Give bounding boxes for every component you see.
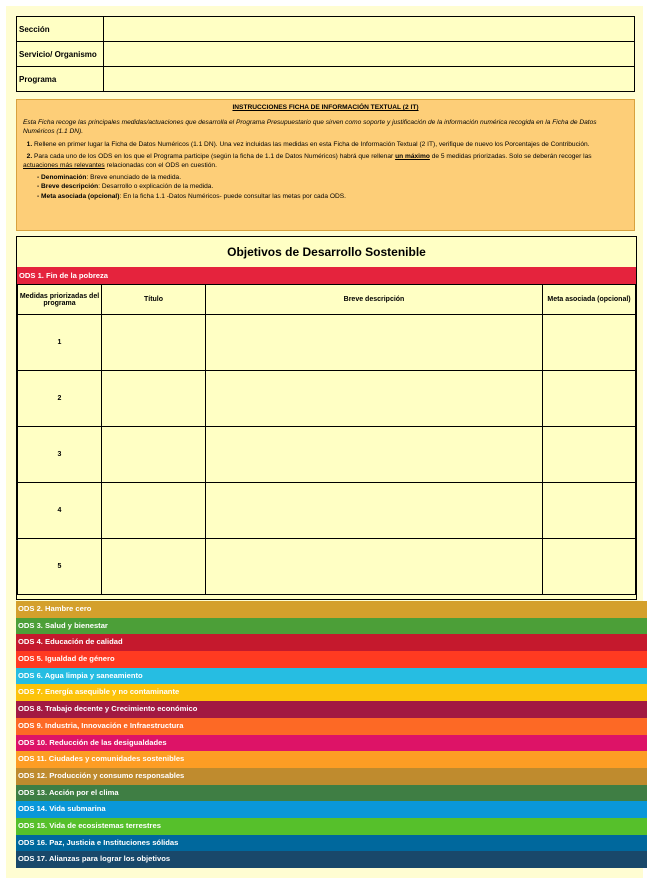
servicio-label: Servicio/ Organismo	[17, 42, 104, 67]
bullet-denominacion-key: - Denominación	[37, 174, 87, 182]
descripcion-cell[interactable]	[206, 427, 543, 483]
descripcion-cell[interactable]	[206, 539, 543, 595]
header-row-seccion	[17, 17, 635, 42]
ods-16-bar[interactable]: ODS 16. Paz, Justicia e Instituciones sólidas	[16, 835, 647, 852]
ods-title: Objetivos de Desarrollo Sostenible	[227, 245, 426, 259]
instructions-point-2	[23, 152, 628, 170]
bullet-denominacion-value: : Breve enunciado de la medida.	[86, 174, 182, 182]
ods-11-bar[interactable]: ODS 11. Ciudades y comunidades sostenibles	[16, 751, 647, 768]
descripcion-cell[interactable]	[206, 483, 543, 539]
ods-9-bar[interactable]: ODS 9. Industria, Innovación e Infraestructura	[16, 718, 647, 735]
seccion-label: Sección	[17, 17, 104, 42]
descripcion-cell[interactable]	[206, 315, 543, 371]
meta-cell[interactable]	[543, 483, 636, 539]
header-row-servicio	[17, 42, 635, 67]
row-number: 4	[18, 483, 102, 539]
ods-7-bar[interactable]: ODS 7. Energía asequible y no contaminante	[16, 684, 647, 701]
table-row	[18, 371, 636, 427]
column-header-meta: Meta asociada (opcional)	[543, 285, 636, 315]
measures-table	[17, 284, 636, 595]
row-number: 2	[18, 371, 102, 427]
bullet-descripcion	[23, 182, 628, 191]
ods-3-bar[interactable]: ODS 3. Salud y bienestar	[16, 618, 647, 635]
measures-header-row	[18, 285, 636, 315]
table-row	[18, 483, 636, 539]
bullet-descripcion-key: - Breve descripción	[37, 183, 99, 191]
titulo-cell[interactable]	[102, 483, 206, 539]
bullet-meta-key: - Meta asociada (opcional)	[37, 192, 120, 200]
ods-1-bar[interactable]: ODS 1. Fin de la pobreza	[17, 267, 636, 284]
titulo-cell[interactable]	[102, 427, 206, 483]
form-page	[6, 6, 643, 878]
instructions-intro: Esta Ficha recoge las principales medidas/actuaciones que desarrolla el Programa Presupuestario que sirven como soporte y justificación de la información numérica recogida en la Ficha de Datos Numéricos (1.1 DN).	[23, 119, 597, 136]
ods-10-bar[interactable]: ODS 10. Reducción de las desigualdades	[16, 735, 647, 752]
titulo-cell[interactable]	[102, 371, 206, 427]
ods-15-bar[interactable]: ODS 15. Vida de ecosistemas terrestres	[16, 818, 647, 835]
point-2-emphasis-max: un máximo	[395, 152, 430, 160]
instructions-title: INSTRUCCIONES FICHA DE INFORMACIÓN TEXTUAL (2 IT)	[232, 104, 419, 111]
meta-cell[interactable]	[543, 315, 636, 371]
row-number: 1	[18, 315, 102, 371]
point-2-text-a: Para cada uno de los ODS en los que el Programa participe (según la ficha de 1.1 de Datos Numéricos) habrá que rellenar	[34, 152, 394, 160]
point-1-text: Rellene en primer lugar la Ficha de Datos Numéricos (1.1 DN). Una vez incluidas las medidas en esta Ficha de Información Textual (2 IT), verifique de nuevo los Porcentajes de Contribución.	[34, 140, 590, 148]
titulo-cell[interactable]	[102, 539, 206, 595]
instructions-point-1	[23, 140, 628, 149]
point-2-emphasis-relevant: actuaciones más relevantes	[23, 162, 105, 170]
ods-12-bar[interactable]: ODS 12. Producción y consumo responsables	[16, 768, 647, 785]
servicio-field[interactable]	[104, 42, 635, 67]
descripcion-cell[interactable]	[206, 371, 543, 427]
bullet-descripcion-value: : Desarrollo o explicación de la medida.	[98, 183, 214, 191]
row-number: 3	[18, 427, 102, 483]
ods-8-bar[interactable]: ODS 8. Trabajo decente y Crecimiento económico	[16, 701, 647, 718]
header-table	[16, 16, 635, 92]
point-2-number: 2.	[26, 152, 33, 160]
header-row-programa	[17, 67, 635, 92]
programa-label: Programa	[17, 67, 104, 92]
table-row	[18, 427, 636, 483]
ods-6-bar[interactable]: ODS 6. Agua limpia y saneamiento	[16, 668, 647, 685]
ods-bar-list	[16, 601, 647, 868]
column-header-titulo: Título	[102, 285, 206, 315]
seccion-field[interactable]	[104, 17, 635, 42]
ods-13-bar[interactable]: ODS 13. Acción por el clima	[16, 785, 647, 802]
ods-table	[16, 236, 637, 600]
table-row	[18, 539, 636, 595]
column-header-descripcion: Breve descripción	[206, 285, 543, 315]
point-2-text-e: relacionadas con el ODS en cuestión.	[106, 162, 217, 170]
point-2-text-c: de 5 medidas priorizadas. Solo se deberán recoger las	[431, 152, 592, 160]
bullet-meta-value: : En la ficha 1.1 -Datos Numéricos- puede consultar las metas por cada ODS.	[119, 192, 346, 200]
bullet-denominacion	[23, 173, 628, 182]
meta-cell[interactable]	[543, 371, 636, 427]
column-header-medidas: Medidas priorizadas del programa	[18, 285, 102, 315]
titulo-cell[interactable]	[102, 315, 206, 371]
ods-2-bar[interactable]: ODS 2. Hambre cero	[16, 601, 647, 618]
bullet-meta	[23, 192, 628, 201]
ods-17-bar[interactable]: ODS 17. Alianzas para lograr los objetivos	[16, 851, 647, 868]
ods-14-bar[interactable]: ODS 14. Vida submarina	[16, 801, 647, 818]
meta-cell[interactable]	[543, 427, 636, 483]
programa-field[interactable]	[104, 67, 635, 92]
meta-cell[interactable]	[543, 539, 636, 595]
row-number: 5	[18, 539, 102, 595]
table-row	[18, 315, 636, 371]
point-1-number: 1.	[26, 140, 33, 148]
ods-4-bar[interactable]: ODS 4. Educación de calidad	[16, 634, 647, 651]
instructions-box	[16, 99, 635, 231]
ods-5-bar[interactable]: ODS 5. Igualdad de género	[16, 651, 647, 668]
